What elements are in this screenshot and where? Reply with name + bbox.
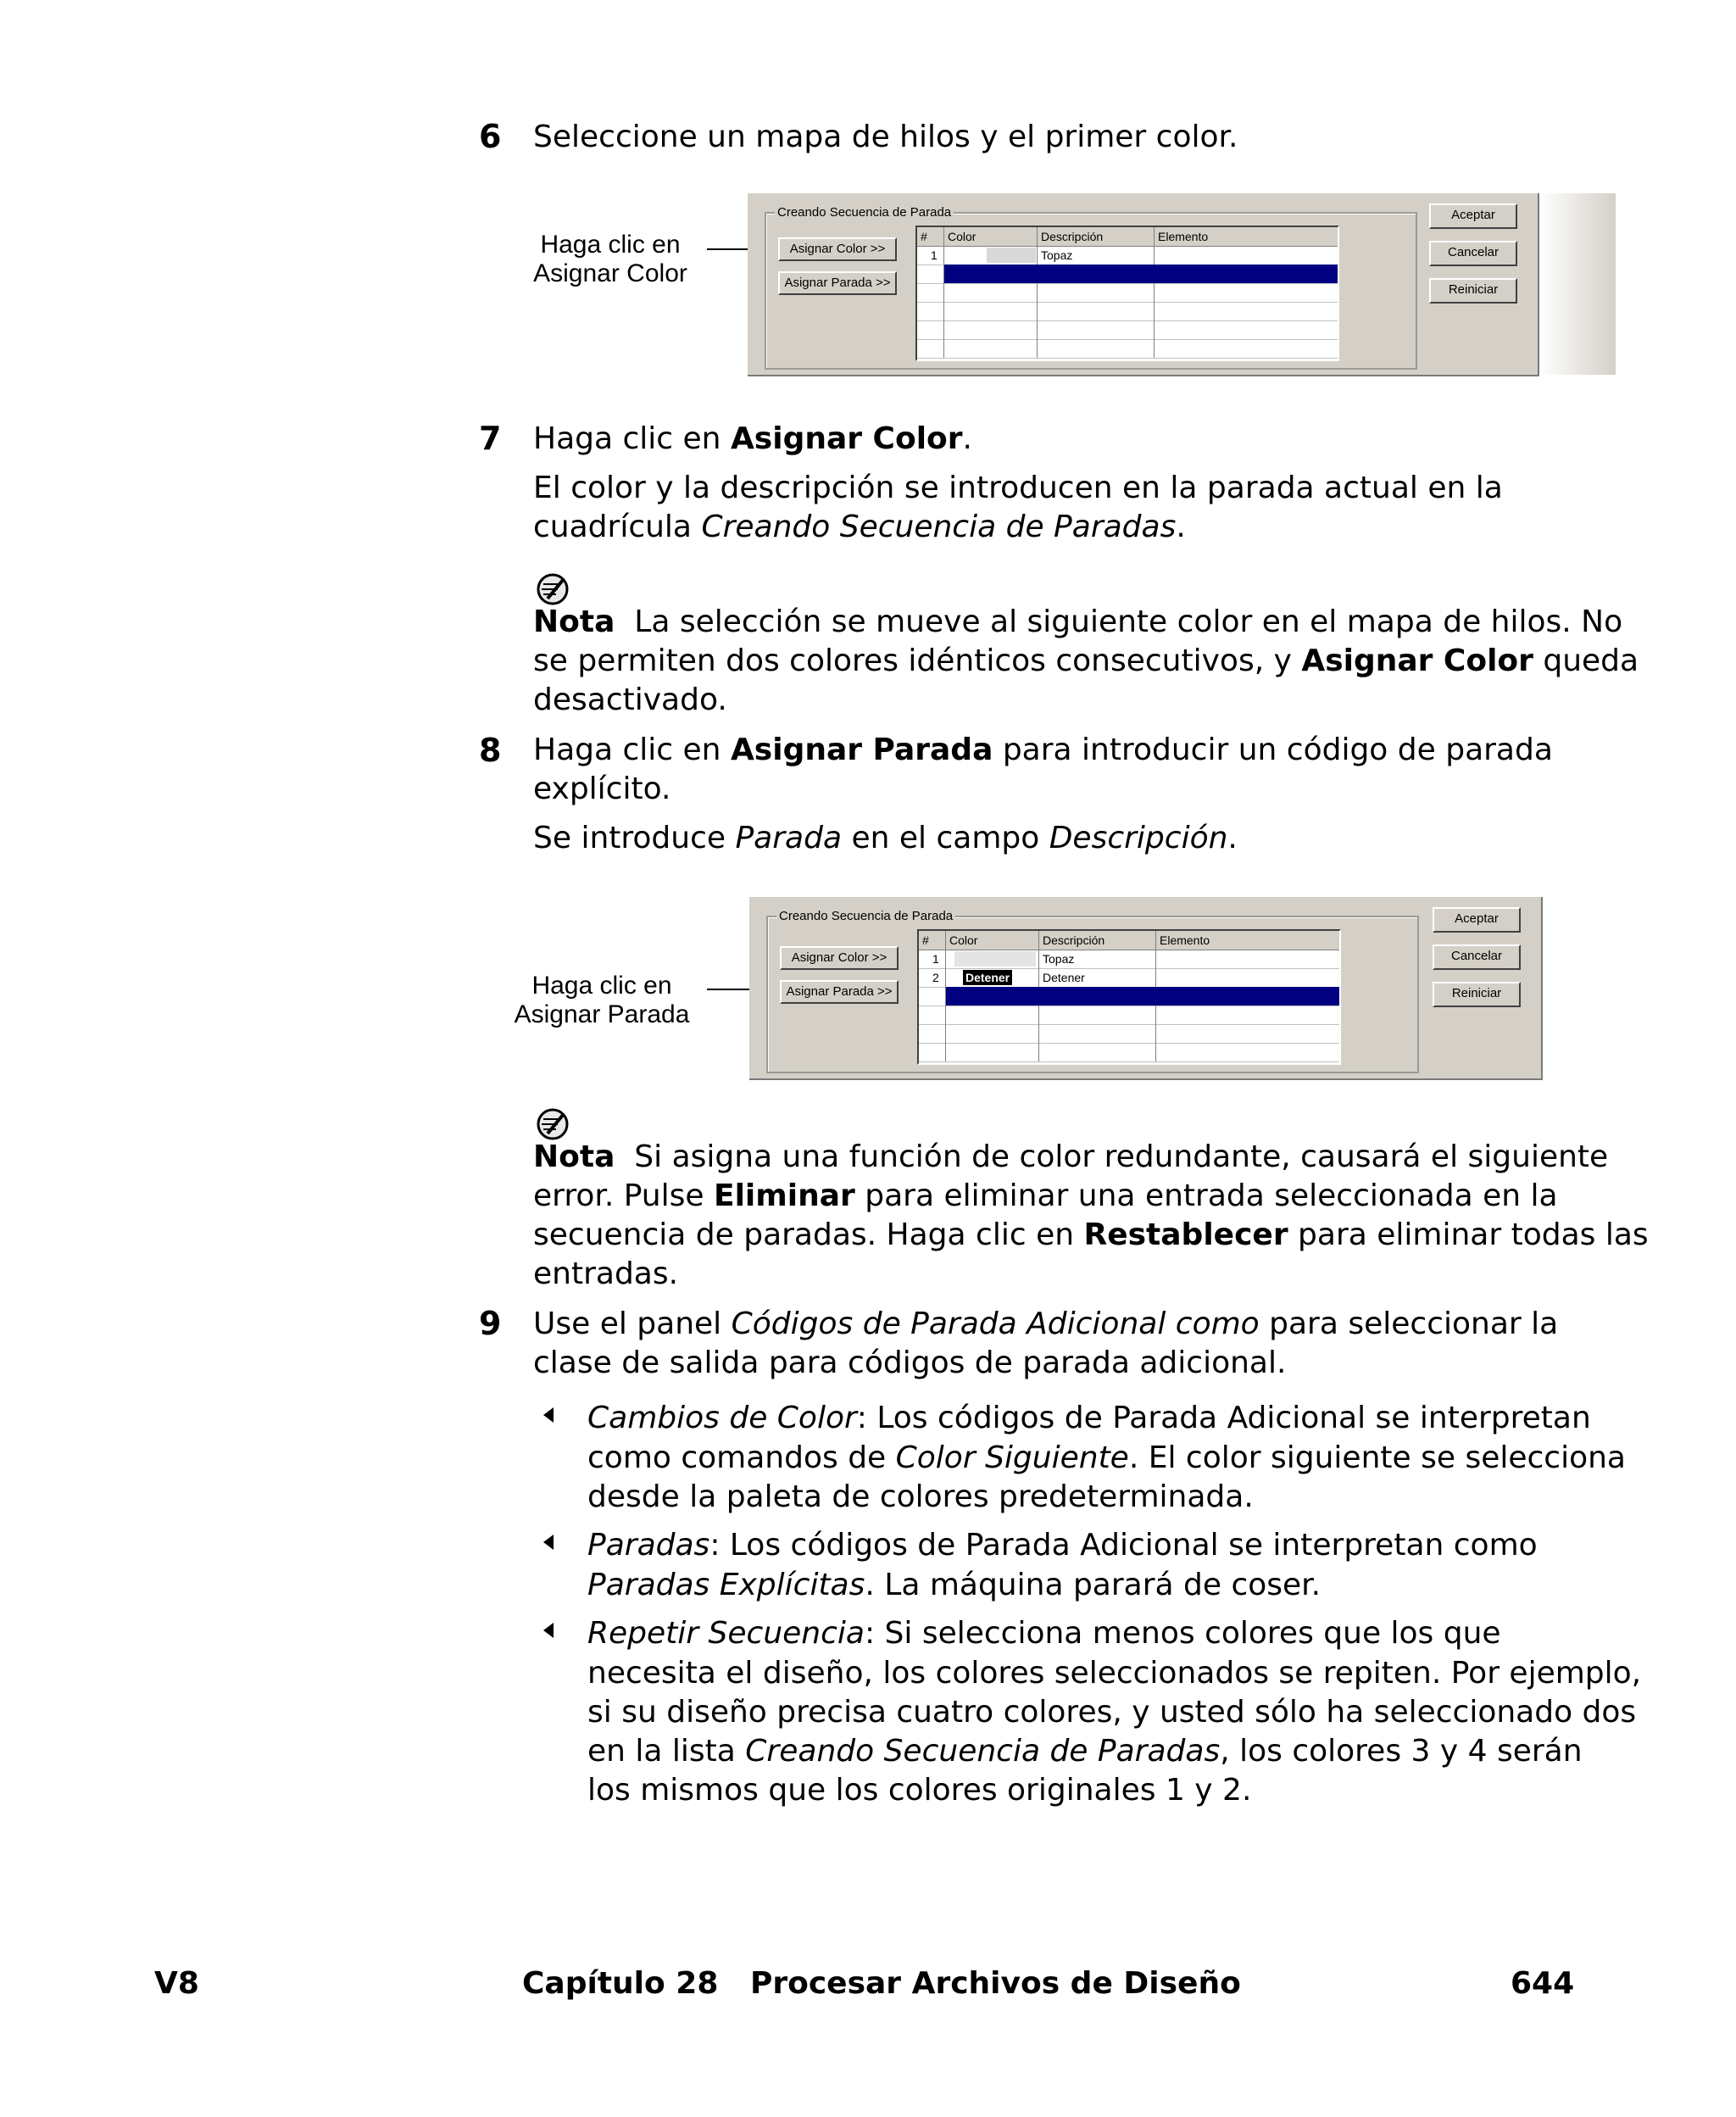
callout-label [509,972,695,1029]
column-header: Descripción [1039,931,1156,950]
note-icon [536,572,570,606]
column-header: Color [946,931,1039,950]
callout-line: Asignar Color [533,259,687,287]
bullet-text: Cambios de Color: Los códigos de Parada Adicional se interpretan [587,1401,1591,1435]
column-header: # [919,931,946,950]
bullet-text: en la lista Creando Secuencia de Paradas, los colores 3 y 4 serán [587,1734,1583,1769]
footer-page-number: 644 [1511,1966,1575,2001]
assign-color-button[interactable]: Asignar Color >> [780,946,899,970]
color-cell [946,950,1039,968]
element-cell [1156,950,1341,968]
table-row[interactable] [919,1043,1339,1062]
table-row[interactable] [917,302,1338,321]
step-text: clase de salida para códigos de parada adicional. [533,1345,1287,1380]
column-header: Elemento [1156,931,1341,950]
step-number: 7 [479,420,502,457]
table-row[interactable] [917,339,1338,359]
step-number: 9 [479,1305,502,1342]
column-header: Color [944,227,1038,246]
table-row[interactable] [919,968,1339,988]
bullet-text: como comandos de Color Siguiente. El color siguiente se selecciona [587,1440,1626,1475]
sequence-group [766,909,1419,1073]
description-cell: Topaz [1038,246,1155,265]
bullet-arrow-icon [543,1535,554,1550]
step-text: Haga clic en Asignar Color. [533,421,972,456]
bullet-text: Repetir Secuencia: Si selecciona menos colores que los que [587,1616,1501,1651]
color-cell [946,968,1039,987]
bullet-text: los mismos que los colores originales 1 y 2. [587,1773,1252,1808]
bullet-text: desde la paleta de colores predeterminada. [587,1479,1254,1514]
sequence-group [765,205,1417,370]
bullet-text: Paradas Explícitas. La máquina parará de coser. [587,1568,1321,1602]
table-row[interactable] [919,1024,1339,1044]
edge-fade [1539,193,1616,375]
step-text: explícito. [533,772,671,806]
dialog-screenshot [749,897,1543,1080]
note-icon [536,1107,570,1141]
sequence-grid[interactable] [917,929,1341,1065]
note-text: Nota Si asigna una función de color redundante, causará el siguiente [533,1139,1609,1174]
cancel-button[interactable]: Cancelar [1429,241,1517,266]
column-header: # [917,227,944,246]
element-cell [1156,968,1341,987]
reset-button[interactable]: Reiniciar [1429,278,1517,304]
body-text: El color y la descripción se introducen en la parada actual en la [533,471,1503,505]
accept-button[interactable]: Aceptar [1433,907,1521,933]
bullet-text: necesita el diseño, los colores seleccionados se repiten. Por ejemplo, [587,1656,1642,1691]
table-row-selected[interactable] [919,987,1339,1006]
reset-button[interactable]: Reiniciar [1433,982,1521,1007]
bullet-arrow-icon [543,1407,554,1423]
assign-stop-button[interactable]: Asignar Parada >> [778,271,897,295]
column-header: Descripción [1038,227,1155,246]
note-text: Nota La selección se mueve al siguiente color en el mapa de hilos. No [533,604,1623,639]
column-header: Elemento [1155,227,1339,246]
note-label: Nota [533,1139,615,1174]
table-row[interactable] [919,1006,1339,1025]
dialog-screenshot [748,193,1539,376]
note-text: error. Pulse Eliminar para eliminar una entrada seleccionada en la [533,1178,1558,1213]
step-number: 6 [479,118,502,155]
callout-line: Haga clic en [531,972,672,1000]
element-cell [1155,246,1339,265]
group-title: Creando Secuencia de Parada [775,205,954,220]
bullet-text: si su diseño precisa cuatro colores, y usted sólo ha seleccionado dos [587,1695,1637,1730]
grid-header [917,227,1338,247]
selected-row-highlight [946,987,1341,1006]
note-text: desactivado. [533,682,727,717]
accept-button[interactable]: Aceptar [1429,203,1517,229]
description-cell: Detener [1039,968,1156,987]
ui-term: Asignar Parada [730,733,993,767]
step-number: 8 [479,732,502,769]
assign-color-button[interactable]: Asignar Color >> [778,237,897,261]
table-row[interactable] [917,283,1338,303]
row-number: 1 [919,950,946,968]
note-label: Nota [533,604,615,639]
body-text: cuadrícula Creando Secuencia de Paradas. [533,510,1186,544]
color-cell [944,246,1038,265]
row-number: 1 [917,246,944,265]
table-row[interactable] [919,950,1339,969]
row-number: 2 [919,968,946,987]
assign-stop-button[interactable]: Asignar Parada >> [780,980,899,1004]
ui-term: Asignar Color [730,421,963,456]
grid-header [919,931,1339,950]
stop-badge: Detener [963,970,1012,985]
note-text: secuencia de paradas. Haga clic en Restablecer para eliminar todas las [533,1217,1649,1252]
footer-version: V8 [154,1966,199,2001]
description-cell: Topaz [1039,950,1156,968]
step-text: Seleccione un mapa de hilos y el primer color. [533,120,1238,154]
table-row[interactable] [917,320,1338,340]
callout-line: Asignar Parada [514,1000,690,1028]
note-text: se permiten dos colores idénticos consecutivos, y Asignar Color queda [533,643,1639,678]
selected-row-highlight [944,265,1339,283]
step-text: Use el panel Códigos de Parada Adicional como para seleccionar la [533,1306,1559,1341]
note-text: entradas. [533,1256,679,1291]
callout-label [526,231,695,288]
callout-line: Haga clic en [540,231,681,259]
cancel-button[interactable]: Cancelar [1433,944,1521,970]
footer-chapter-title: Capítulo 28 Procesar Archivos de Diseño [522,1966,1241,2001]
sequence-grid[interactable] [915,226,1339,361]
step-text: Haga clic en Asignar Parada para introducir un código de parada [533,733,1553,767]
bullet-text: Paradas: Los códigos de Parada Adicional se interpretan como [587,1528,1538,1563]
bullet-arrow-icon [543,1623,554,1638]
table-row-selected[interactable] [917,265,1338,284]
group-title: Creando Secuencia de Parada [776,909,955,924]
body-text: Se introduce Parada en el campo Descripción. [533,821,1238,855]
table-row[interactable] [917,246,1338,265]
